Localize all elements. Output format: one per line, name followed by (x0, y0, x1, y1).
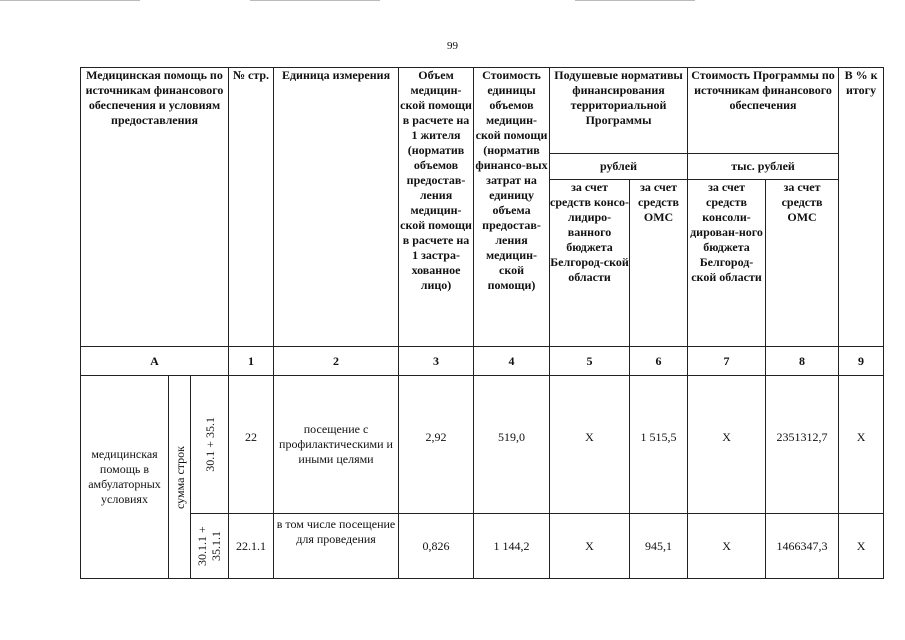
row-oms-cost: 1466347,3 (766, 514, 839, 579)
row-oms-per-capita: 1 515,5 (630, 376, 688, 514)
header-oms-per-capita: за счет средств ОМС (630, 180, 688, 347)
row-regional-per-capita: Х (550, 376, 630, 514)
row-formula: 30.1 + 35.1 (202, 417, 217, 472)
row-oms-cost: 2351312,7 (766, 376, 839, 514)
row-regional-cost: Х (688, 514, 766, 579)
column-number: 3 (399, 347, 474, 376)
row-unit: посещение с профилактическими и иными целями (274, 376, 399, 514)
table-row (81, 376, 884, 514)
header-unit-thousand-rubles: тыс. рублей (688, 154, 839, 180)
header-per-capita: Подушевые нормативы финансирования территориальной Программы (550, 68, 688, 154)
column-number: 2 (274, 347, 399, 376)
column-number: А (81, 347, 229, 376)
row-regional-cost: Х (688, 376, 766, 514)
column-number: 1 (229, 347, 274, 376)
column-number: 6 (630, 347, 688, 376)
row-volume: 2,92 (399, 376, 474, 514)
column-number: 7 (688, 347, 766, 376)
row-regional-per-capita: Х (550, 514, 630, 579)
section-label: медицинская помощь в амбулаторных условиях (81, 376, 169, 579)
program-cost-table (80, 67, 884, 579)
row-number: 22 (229, 376, 274, 514)
scan-edge-line-left (0, 0, 140, 1)
group-label: сумма строк (172, 445, 187, 509)
header-unit-cost: Стоимость единицы объемов медицин-ской помощи (норматив финансо-вых затрат на единицу объема предостав-ления медицин-ской помощи) (474, 68, 550, 347)
row-formula: 30.1.1 + 35.1.1 (194, 526, 223, 566)
row-percent: Х (839, 514, 884, 579)
header-unit: Единица измерения (274, 68, 399, 347)
column-number: 4 (474, 347, 550, 376)
row-percent: Х (839, 376, 884, 514)
header-care-type: Медицинская помощь по источникам финансового обеспечения и условиям предоставления (81, 68, 229, 347)
row-unit: в том числе посещение для проведения (274, 514, 399, 579)
column-number: 5 (550, 347, 630, 376)
header-unit-rubles: рублей (550, 154, 688, 180)
group-label-cell (169, 376, 191, 579)
column-number: 8 (766, 347, 839, 376)
row-volume: 0,826 (399, 514, 474, 579)
header-regional-budget-per-capita: за счет средств консо-лидиро-ванного бюджета Белгород-ской области (550, 180, 630, 347)
page-number: 99 (447, 40, 458, 52)
scan-edge-line-right (575, 0, 695, 1)
row-unit-cost: 519,0 (474, 376, 550, 514)
column-number: 9 (839, 347, 884, 376)
row-unit-cost: 1 144,2 (474, 514, 550, 579)
header-percent: В % к итогу (839, 68, 884, 347)
column-numbering-row (81, 347, 884, 376)
header-volume: Объем медицин-ской помощи в расчете на 1 жителя (норматив объемов предостав-ления медицин-ской помощи в расчете на 1 застра-хованное лицо) (399, 68, 474, 347)
row-oms-per-capita: 945,1 (630, 514, 688, 579)
scan-edge-line-mid (250, 0, 380, 1)
formula-cell (191, 514, 229, 579)
table-row (81, 514, 884, 579)
header-regional-budget-cost: за счет средств консоли-дирован-ного бюджета Белгород-ской области (688, 180, 766, 347)
formula-cell (191, 376, 229, 514)
header-oms-cost: за счет средств ОМС (766, 180, 839, 347)
header-row-number: № стр. (229, 68, 274, 347)
header-program-cost: Стоимость Программы по источникам финансового обеспечения (688, 68, 839, 154)
row-number: 22.1.1 (229, 514, 274, 579)
